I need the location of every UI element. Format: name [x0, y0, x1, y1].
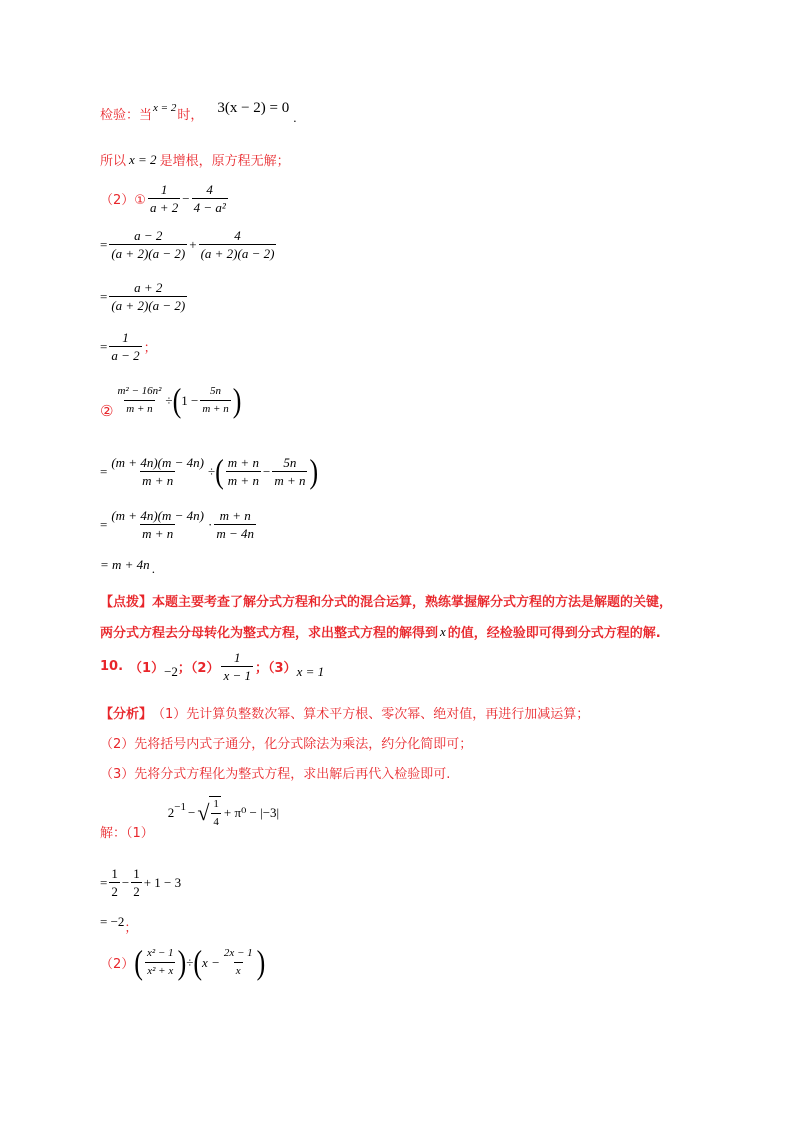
equals: = — [100, 516, 108, 532]
tip-line-2 — [100, 622, 661, 641]
frac-den: 2 — [111, 884, 118, 899]
frac-num: 1 — [233, 650, 241, 665]
check-line — [100, 100, 297, 125]
solution-part2 — [100, 943, 266, 981]
frac-num: m + n — [219, 508, 251, 523]
frac-num: 1 — [111, 866, 118, 881]
tip-line-1 — [100, 591, 672, 610]
equals: = — [100, 236, 108, 252]
result: = −2 — [100, 913, 125, 929]
base: 2 — [167, 805, 175, 820]
paren-right: ) — [309, 452, 319, 490]
frac-den: m + n — [142, 526, 174, 541]
frac-num: a + 2 — [134, 280, 163, 295]
frac-num: 5n — [210, 385, 222, 397]
frac-den: m + n — [200, 400, 230, 417]
frac-num: m² − 16n² — [117, 385, 162, 397]
operator: − — [121, 874, 130, 890]
operator: − — [182, 190, 190, 206]
analysis-line-1 — [100, 703, 589, 722]
part2-step1 — [100, 228, 278, 261]
frac-num: 2x − 1 — [223, 947, 253, 959]
frac-den: m − 4n — [216, 526, 254, 541]
part2b-step3 — [100, 557, 155, 576]
frac-den: m + n — [142, 473, 174, 488]
equals: = — [100, 338, 108, 354]
frac-num: 1 — [133, 866, 140, 881]
paren-left: ( — [172, 381, 182, 419]
frac-num: m + n — [227, 455, 259, 470]
check-condition: x = 2 — [153, 101, 177, 114]
part2b-step0 — [100, 381, 242, 420]
frac-den: 2 — [133, 884, 140, 899]
q10-part3-label: ；（3） — [255, 661, 297, 676]
frac-den: a + 2 — [149, 200, 179, 215]
frac-num: 4 — [206, 182, 213, 197]
frac-num: 1 — [213, 798, 219, 810]
tip-label: 【点拨】 — [100, 595, 153, 610]
frac-den: m + n — [124, 400, 154, 417]
tip-text-2b: 的值，经检验即可得到分式方程的解. — [447, 626, 661, 641]
equals: = — [100, 463, 108, 479]
paren-right: ) — [232, 381, 242, 419]
analysis-line-3 — [100, 763, 450, 782]
frac-den: (a + 2)(a − 2) — [200, 246, 275, 261]
paren-right: ) — [256, 943, 266, 981]
analysis-text-2: （2）先将括号内式子通分，化分式除法为乘法，约分化简即可； — [100, 737, 473, 752]
operator: ÷ — [207, 463, 216, 479]
frac-den: 4 − a² — [193, 200, 226, 215]
sqrt — [197, 796, 221, 830]
part2-step3 — [100, 330, 157, 363]
frac-num: a − 2 — [134, 228, 163, 243]
frac-den: x² + x — [145, 962, 175, 979]
frac-den: a − 2 — [111, 348, 140, 363]
operator: ÷ — [165, 392, 173, 408]
frac-den: x — [234, 962, 243, 979]
check-period: . — [293, 109, 297, 125]
frac-den: m + n — [274, 473, 306, 488]
frac-num: x² − 1 — [146, 947, 174, 959]
check-label: 检验：当 — [100, 108, 153, 123]
analysis-text-1: （1）先计算负整数次幂、算术平方根、零次幂、绝对值，再进行加减运算； — [152, 707, 590, 722]
conclusion-line — [100, 150, 290, 169]
sqrt-icon: √ — [197, 800, 210, 825]
analysis-line-2 — [100, 733, 472, 752]
frac-num: (m + 4n)(m − 4n) — [111, 508, 204, 523]
part2-step0 — [100, 182, 230, 215]
tip-text-2a: 两分式方程去分母转化为整式方程，求出整式方程的解得到 — [100, 626, 439, 641]
frac-den: (a + 2)(a − 2) — [111, 298, 186, 313]
solution-step2 — [100, 912, 138, 936]
operator: − — [188, 805, 196, 820]
check-expression: 3(x − 2) = 0 — [217, 100, 290, 116]
rest: + π⁰ − |−3| — [223, 805, 280, 820]
period: . — [151, 561, 155, 576]
frac-num: 4 — [234, 228, 241, 243]
part2b-step2 — [100, 508, 258, 541]
part2b-step1 — [100, 452, 319, 490]
tip-text-1: 本题主要考查了解分式方程和分式的混合运算，熟练掌握解分式方程的方法是解题的关键， — [152, 595, 673, 610]
paren-left: ( — [215, 452, 224, 490]
frac-num: (m + 4n)(m − 4n) — [111, 455, 204, 470]
paren-left: ( — [193, 943, 203, 981]
q10-answer-3: x = 1 — [296, 663, 325, 679]
solution-step1 — [100, 866, 181, 899]
analysis-label: 【分析】 — [100, 707, 153, 722]
equals: = — [100, 288, 108, 304]
q10-answer-1: −2 — [164, 663, 178, 679]
equals: = — [100, 874, 108, 890]
q10-part2-label: ；（2） — [177, 661, 220, 676]
frac-den: 4 — [211, 813, 221, 830]
tip-variable: x — [440, 623, 446, 639]
operator: · — [207, 516, 213, 532]
conclusion-condition: x = 2 — [129, 151, 157, 167]
conclusion-post: 是增根，原方程无解； — [159, 154, 290, 169]
q10-answers — [100, 650, 324, 683]
rest: + 1 − 3 — [143, 874, 182, 890]
semicolon: ； — [124, 921, 138, 936]
part2-step2 — [100, 280, 189, 313]
frac-num: 5n — [283, 455, 297, 470]
q10-part1-label: （1） — [129, 661, 165, 676]
part2b-label: ② — [100, 401, 114, 420]
frac-num: 1 — [160, 182, 168, 197]
conclusion-pre: 所以 — [100, 154, 127, 169]
frac-den: m + n — [227, 473, 259, 488]
frac-den: x − 1 — [223, 668, 252, 683]
operator: − — [262, 463, 271, 479]
inner-term: 1 − — [181, 392, 199, 408]
solution-part2-label: （2） — [100, 957, 135, 972]
operator: ÷ — [186, 954, 194, 970]
frac-num: 1 — [122, 330, 129, 345]
solution-step0 — [100, 796, 280, 841]
paren-right: ) — [177, 943, 187, 981]
question-number: 10. — [100, 659, 124, 674]
analysis-text-3: （3）先将分式方程化为整式方程，求出解后再代入检验即可. — [100, 767, 451, 782]
semicolon: ； — [143, 341, 157, 356]
check-shi: 时， — [177, 108, 204, 123]
operator: + — [189, 236, 197, 252]
exponent: −1 — [174, 801, 186, 813]
paren-left: ( — [134, 943, 143, 981]
part2-label: （2）① — [100, 193, 146, 208]
solution-label: 解：（1） — [100, 825, 154, 841]
result: = m + 4n — [100, 557, 150, 572]
frac-den: (a + 2)(a − 2) — [111, 246, 186, 261]
inner-term: x − — [202, 954, 220, 970]
